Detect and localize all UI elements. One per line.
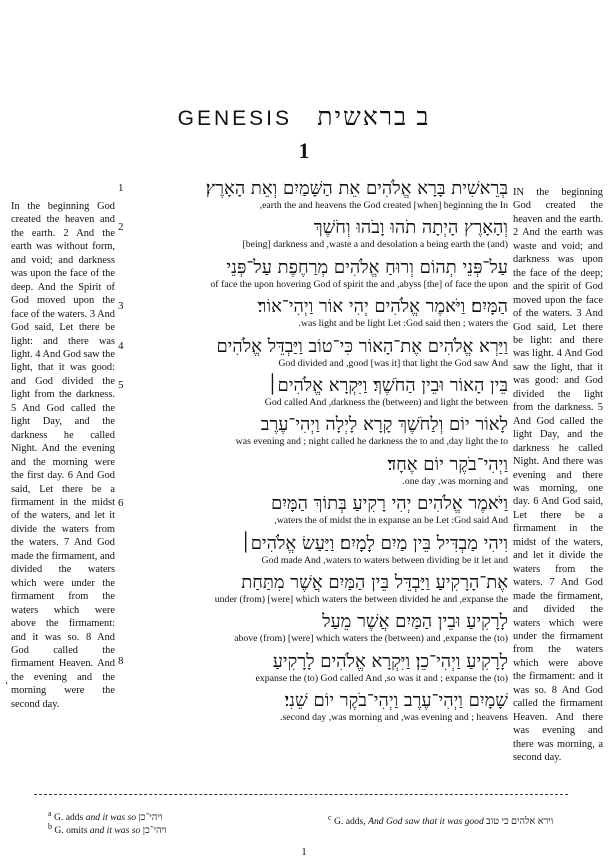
interlinear-line: [118, 454, 508, 493]
footnote-b: [48, 820, 166, 837]
footnote-hebrew: ויהי־כן: [138, 812, 163, 824]
english-gloss-line: God called And ,darkness the (between) and light the between: [264, 396, 508, 408]
left-translation-column: In the beginning God created the heaven and the earth. 2 And the earth was without form, and void; and darkness was upon the face of the deep. And the Spirit of God moved upon the face of the waters. 3 And God said, Let there be light: and there was light. 4 And God saw the light, that it was good: and God divided the light from the darkness. 5 And God called the light Day, and the darkness he called Night. And the evening and the morning were the first day. 6 And God said, Let there be a firmament in the midst of the waters, and let it divide the waters from the waters. 7 And God made the firmament, and divided the waters which were under the firmament from the waters which were above the firmament: and it was so. 8 And God called the firmament Heaven. And the evening and the morning were the second day.: [11, 201, 115, 710]
footnote-c: [328, 811, 588, 828]
english-gloss-line: was evening and ; night called he darkness the to and ,day light the to: [235, 436, 508, 448]
verse-number: 3: [118, 300, 124, 313]
english-gloss-line: [being] darkness and ,waste a and desolation a being earth the (and): [242, 239, 508, 251]
interlinear-line: [118, 375, 508, 414]
interlinear-line: [118, 257, 508, 296]
interlinear-line: [118, 690, 508, 729]
footnote-marker: b: [48, 822, 52, 831]
margin-mark: ʽ: [5, 681, 9, 692]
page-number: 1: [301, 846, 307, 858]
hebrew-line: לָרָקִיעַ וַיְהִי־כֵן׃ וַיִּקְרָא אֱלֹהִים לָרָקִיעַ: [272, 650, 508, 672]
english-gloss-line: .second day ,was morning and ,was evening and ; heavens: [280, 712, 508, 724]
verse-number: 5: [118, 378, 124, 391]
footnote-marker: a: [48, 809, 52, 818]
footnote-prefix: G. adds,: [333, 816, 366, 828]
english-gloss-line: expanse the (to) God called And ,so was it and ; expanse the (to): [255, 672, 508, 684]
footnote-divider: [34, 794, 568, 795]
book-title-hebrew: ב בראשית: [317, 104, 431, 131]
hebrew-line: הַמָּיִם׃ וַיֹּאמֶר אֱלֹהִים יְהִי אוֹר וַיְהִי־אוֹר׃: [257, 296, 508, 318]
footnote-prefix: G. adds: [53, 812, 84, 824]
interlinear-line: [118, 533, 508, 572]
footnote-italic: and it was so: [89, 825, 141, 837]
footnote-hebrew: ויהי־כן: [142, 825, 167, 837]
interlinear-line: [118, 651, 508, 690]
interlinear-line: [118, 572, 508, 611]
hebrew-line: בֵּין הָאוֹר וּבֵין הַחֹשֶׁךְ׃ וַיִּקְרָא אֱלֹהִים׀: [267, 374, 508, 396]
english-gloss-line: above (from) [were] which waters the (between) and ,expanse the (to): [234, 633, 508, 645]
verse-number: 1: [118, 182, 124, 194]
interlinear-line: [118, 296, 508, 335]
interlinear-line: [118, 611, 508, 650]
english-gloss-line: under (from) [were] which waters the between divided he and ,expanse the: [214, 593, 508, 605]
footnote-italic: And God saw that it was good: [368, 816, 484, 828]
verse-number: 6: [118, 497, 124, 510]
interlinear-line: [118, 414, 508, 453]
verse-number: 2: [118, 221, 124, 234]
interlinear-text: [118, 178, 508, 729]
footnote-hebrew: וירא אלהים כי טוב: [486, 816, 554, 828]
hebrew-line: וַיֹּאמֶר אֱלֹהִים יְהִי רָקִיעַ בְּתוֹךְ הַמָּיִם: [270, 493, 508, 515]
footnote-italic: and it was so: [85, 812, 137, 824]
hebrew-line: לָאוֹר יוֹם וְלַחֹשֶׁךְ קָרָא לָיְלָה וַיְהִי־עֶרֶב: [260, 414, 508, 436]
hebrew-line: וַיַּרְא אֱלֹהִים אֶת־הָאוֹר כִּי־טוֹב וַיַּבְדֵּל אֱלֹהִים: [216, 335, 508, 357]
english-gloss-line: God made And ,waters to waters between dividing be it let and: [261, 554, 508, 566]
interlinear-line: [118, 178, 508, 217]
english-gloss-line: ,waters the of midst the in expanse an be Let :God said And: [274, 515, 508, 527]
right-translation-column: IN the beginning God created the heaven and the earth. 2 And the earth was waste and void; and darkness was upon the face of the deep; and the spirit of God moved upon the face of the waters. 3 And God said, Let there be light: and there was light. 4 And God saw the light, that it was good: and God divided the light from the darkness. 5 And God called the light Day, and the darkness he called Night. And there was evening and there was morning, one day. 6 And God said, Let there be a firmament in the midst of the waters, and let it divide the waters from the waters. 7 And God made the firmament, and divided the waters which were under the firmament from the waters which were above the firmament: and it was so. 8 And God called the firmament Heaven. And there was evening and there was morning, a second day.: [513, 187, 603, 764]
verse-number: 4: [118, 339, 124, 352]
hebrew-line: אֶת־הָרָקִיעַ וַיַּבְדֵּל בֵּין הַמַּיִם אֲשֶׁר מִתַּחַת: [241, 571, 508, 593]
english-gloss-line: .one day ,was morning and: [402, 475, 508, 487]
hebrew-line: וִיהִי מַבְדִּיל בֵּין מַיִם לָמָיִם׃ וַיַּעַשׂ אֱלֹהִים׀: [240, 532, 508, 554]
hebrew-line: לָרָקִיעַ וּבֵין הַמַּיִם אֲשֶׁר מֵעַל: [322, 611, 508, 633]
footnote-prefix: G. omits: [54, 825, 88, 837]
book-title: [0, 104, 608, 132]
hebrew-line: שָׁמָיִם וַיְהִי־עֶרֶב וַיְהִי־בֹקֶר יוֹם שֵׁנִי׃: [284, 690, 508, 712]
footnote-marker: c: [328, 813, 332, 822]
english-gloss-line: God divided and ,good [was it] that light the God saw And: [278, 357, 508, 369]
hebrew-line: עַל־פְּנֵי תְהוֹם וְרוּחַ אֱלֹהִים מְרַחֶפֶת עַל־פְּנֵי: [226, 256, 508, 278]
hebrew-line: וְהָאָרֶץ הָיְתָה תֹהוּ וָבֹהוּ וְחֹשֶׁךְ: [313, 217, 508, 239]
interlinear-line: [118, 493, 508, 532]
hebrew-line: בְּרֵאשִׁית בָּרָא אֱלֹהִים אֵת הַשָּׁמַיִם וְאֵת הָאָרֶץ׃: [205, 178, 508, 199]
interlinear-line: [118, 336, 508, 375]
english-gloss-line: of face the upon hovering God of spirit the and ,abyss [the] of face the upon: [210, 278, 508, 290]
chapter-number: 1: [298, 138, 310, 163]
english-gloss-line: ,earth the and heavens the God created [when] beginning the In: [259, 200, 508, 211]
interlinear-line: [118, 217, 508, 256]
verse-number: 8: [118, 654, 124, 667]
hebrew-line: וַיְהִי־בֹקֶר יוֹם אֶחָד׃: [387, 453, 508, 475]
book-title-english: GENESIS: [177, 107, 292, 130]
english-gloss-line: .was light and be light Let :God said then ; waters the: [298, 318, 508, 330]
